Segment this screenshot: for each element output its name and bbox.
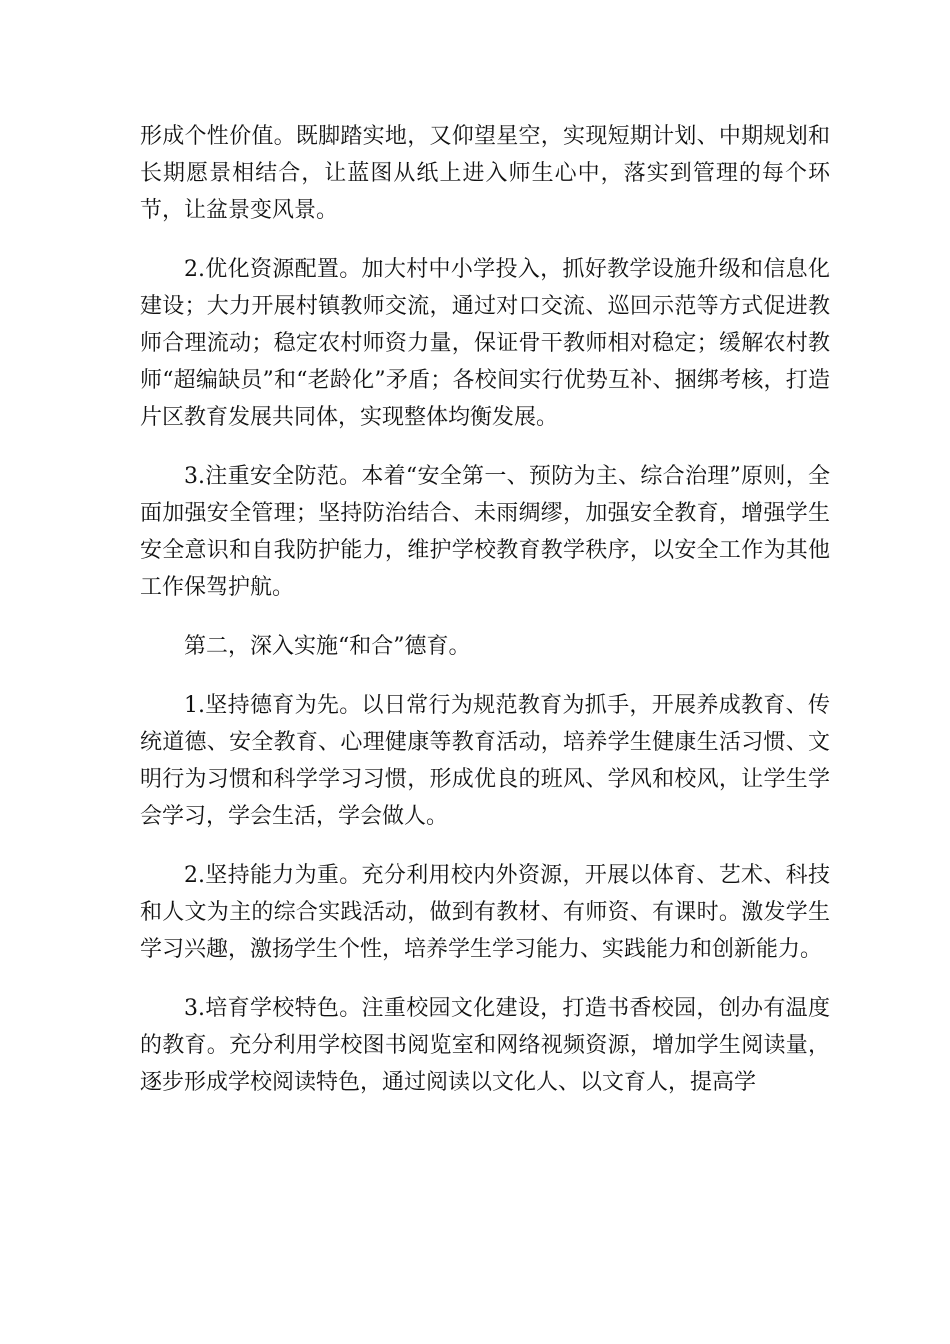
paragraph-ability-focus: 2.坚持能力为重。充分利用校内外资源，开展以体育、艺术、科技和人文为主的综合实践活动，做到有教材、有师资、有课时。激发学生学习兴趣，激扬学生个性，培养学生学习能力、实践能力和创新能力。 [140,863,830,962]
paragraph-moral-first: 1.坚持德育为先。以日常行为规范教育为抓手，开展养成教育、传统道德、安全教育、心理健康等教育活动，培养学生健康生活习惯、文明行为习惯和科学学习习惯，形成优良的班风、学风和校风，让学生学会学习，学会生活，学会做人。 [140,693,830,829]
paragraph-optimize-resources: 2.优化资源配置。加大村中小学投入，抓好教学设施升级和信息化建设；大力开展村镇教师交流，通过对口交流、巡回示范等方式促进教师合理流动；稳定农村师资力量，保证骨干教师相对稳定；缓解农村教师“超编缺员”和“老龄化”矛盾；各校间实行优势互补、捆绑考核，打造片区教育发展共同体，实现整体均衡发展。 [140,257,830,430]
document-body [140,118,830,1123]
section-heading-moral-education: 第二，深入实施“和合”德育。 [184,634,471,659]
paragraph-school-features: 3.培育学校特色。注重校园文化建设，打造书香校园，创办有温度的教育。充分利用学校图书阅览室和网络视频资源，增加学生阅读量，逐步形成学校阅读特色，通过阅读以文化人、以文育人，提高学 [140,996,830,1095]
paragraph-safety: 3.注重安全防范。本着“安全第一、预防为主、综合治理”原则，全面加强安全管理；坚持防治结合、未雨绸缪，加强安全教育，增强学生安全意识和自我防护能力，维护学校教育教学秩序，以安全工作为其他工作保驾护航。 [140,464,830,600]
paragraph-continuation: 形成个性价值。既脚踏实地，又仰望星空，实现短期计划、中期规划和长期愿景相结合，让蓝图从纸上进入师生心中，落实到管理的每个环节，让盆景变风景。 [140,124,830,223]
